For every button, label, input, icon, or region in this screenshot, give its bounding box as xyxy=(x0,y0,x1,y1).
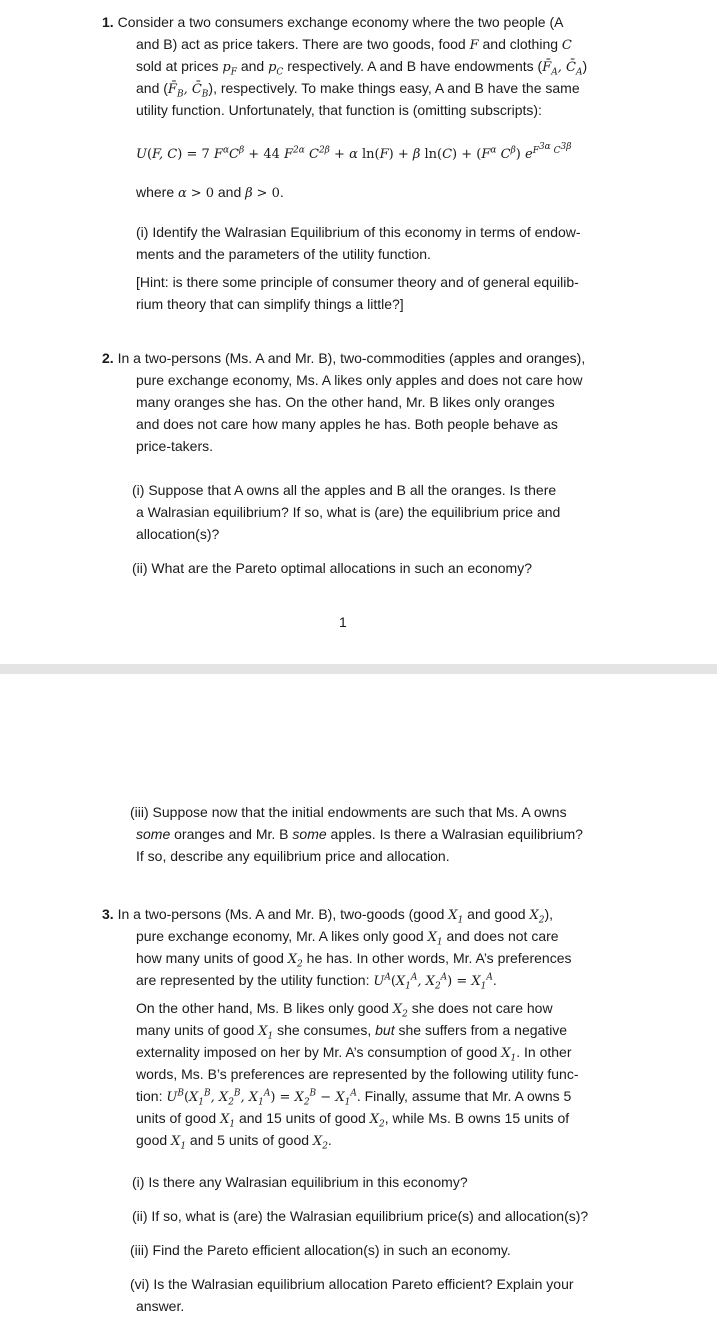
q3-para2-line-3: externality imposed on her by Mr. A’s consumption of good $X_1$. In other xyxy=(136,1044,572,1064)
q3-para2-line-5: tion: $U^B(X_1^B$, $X_2^B$, $X_1^A) = X_2^B - X_1^A$. Finally, assume that Mr. A owns 5 xyxy=(136,1088,572,1108)
q2-part-ii: (ii) What are the Pareto optimal allocations in such an economy? xyxy=(132,560,532,576)
q1-number: 1. xyxy=(102,14,114,30)
q1-condition: where α > 0 and β > 0. xyxy=(136,184,284,201)
q3-line-4: are represented by the utility function: $U^A(X_1^A$, $X_2^A) = X_1^A$. xyxy=(136,972,497,992)
q3-number: 3. xyxy=(102,906,114,922)
q3-para2-line-1: On the other hand, Ms. B likes only good $X_2$ she does not care how xyxy=(136,1000,553,1020)
q2-part-iii-line-1: (iii) Suppose now that the initial endowments are such that Ms. A owns xyxy=(130,804,567,820)
q2-part-iii-line-3: If so, describe any equilibrium price and allocation. xyxy=(136,848,450,864)
q1-part-i-line-1: (i) Identify the Walrasian Equilibrium of this economy in terms of endow- xyxy=(136,224,581,240)
q3-line-3: how many units of good $X_2$ he has. In other words, Mr. A’s preferences xyxy=(136,950,572,970)
q3-para2-line-6: units of good $X_1$ and 15 units of good $X_2$, while Ms. B owns 15 units of xyxy=(136,1110,570,1130)
q1-line-2: and B) act as price takers. There are two goods, food F and clothing C xyxy=(136,36,572,53)
q2-line-3: many oranges she has. On the other hand, Mr. B likes only oranges xyxy=(136,394,555,410)
q3-part-ii: (ii) If so, what is (are) the Walrasian equilibrium price(s) and allocation(s)? xyxy=(132,1208,589,1224)
page-separator xyxy=(0,664,717,674)
q1-part-i-line-2: ments and the parameters of the utility function. xyxy=(136,246,431,262)
q2-part-iii-line-2: some oranges and Mr. B some apples. Is there a Walrasian equilibrium? xyxy=(136,826,583,842)
utility-formula: U(F, C) = 7 $F^\alpha C^\beta + 44$ $F^{2\alpha}$ $C^{2\beta} + \alpha$ ln(F) + β $\ln(C) + (F^\alpha$ $C^\beta$) $e^{F^{3\alpha} C^{3\beta}}$ xyxy=(136,141,572,162)
q3-part-i: (i) Is there any Walrasian equilibrium in this economy? xyxy=(132,1174,468,1190)
q3-part-vi-line-2: answer. xyxy=(136,1298,185,1314)
q3-para2-line-4: words, Ms. B’s preferences are represented by the following utility func- xyxy=(136,1066,579,1082)
q1-line-5: utility function. Unfortunately, that function is (omitting subscripts): xyxy=(136,102,542,118)
q1-line-4: and ($F̄_B$, $C̄_B$), respectively. To make things easy, A and B have the same xyxy=(136,80,580,100)
q1-hint-line-1: [Hint: is there some principle of consumer theory and of general equilib- xyxy=(136,274,579,290)
q1-line-1: 1. Consider a two consumers exchange economy where the two people (A xyxy=(102,14,564,30)
q1-line-3: sold at prices $p_F$ and $p_C$ respectively. A and B have endowments ($F̄_A$, $C̄_A$) xyxy=(136,58,588,78)
q2-part-i-line-2: a Walrasian equilibrium? If so, what is (are) the equilibrium price and xyxy=(136,504,561,520)
q2-number: 2. xyxy=(102,350,114,366)
q2-line-5: price-takers. xyxy=(136,438,214,454)
page-number: 1 xyxy=(339,614,347,630)
q2-part-i-line-3: allocation(s)? xyxy=(136,526,220,542)
q2-line-4: and does not care how many apples he has. Both people behave as xyxy=(136,416,558,432)
q3-para2-line-2: many units of good $X_1$ she consumes, but she suffers from a negative xyxy=(136,1022,568,1042)
q1-hint-line-2: rium theory that can simplify things a little?] xyxy=(136,296,404,312)
q3-para2-line-7: good $X_1$ and 5 units of good $X_2$. xyxy=(136,1132,332,1152)
q3-part-iii: (iii) Find the Pareto efficient allocation(s) in such an economy. xyxy=(130,1242,511,1258)
q2-line-2: pure exchange economy, Ms. A likes only apples and does not care how xyxy=(136,372,583,388)
q3-part-vi-line-1: (vi) Is the Walrasian equilibrium allocation Pareto efficient? Explain your xyxy=(130,1276,574,1292)
page-2 xyxy=(0,674,717,1324)
q3-line-1: 3. In a two-persons (Ms. A and Mr. B), two-goods (good $X_1$ and good $X_2$), xyxy=(102,906,554,926)
q2-line-1: 2. In a two-persons (Ms. A and Mr. B), two-commodities (apples and oranges), xyxy=(102,350,586,366)
q2-part-i-line-1: (i) Suppose that A owns all the apples and B all the oranges. Is there xyxy=(132,482,557,498)
q3-line-2: pure exchange economy, Mr. A likes only good $X_1$ and does not care xyxy=(136,928,559,948)
